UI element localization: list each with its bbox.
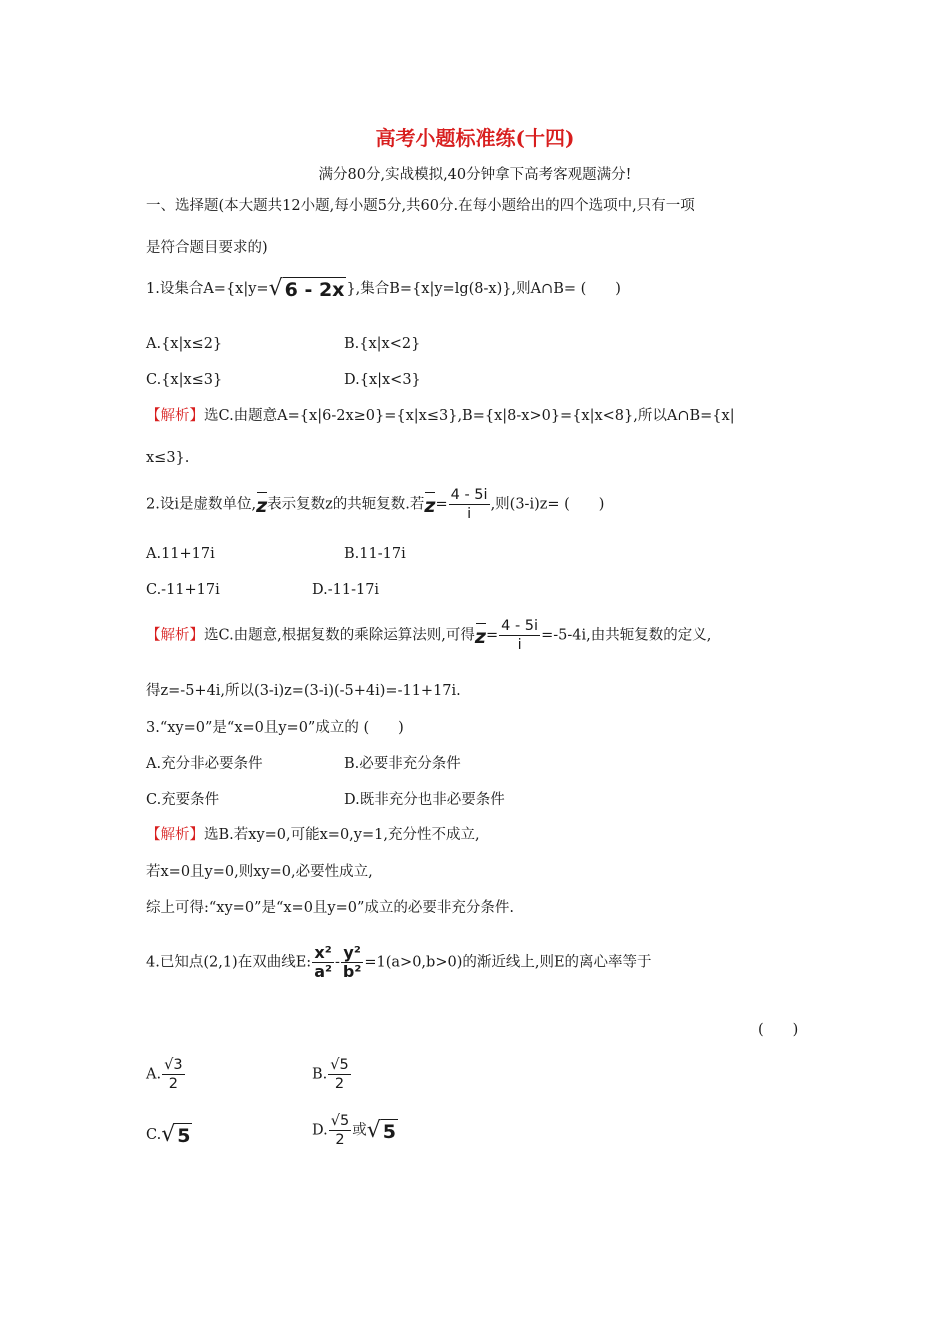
fraction [449, 486, 490, 523]
q3-option-a: A.充分非必要条件 [146, 756, 263, 772]
minus-sign: - [335, 954, 340, 971]
fraction [341, 944, 363, 981]
question-4-stem [146, 944, 652, 981]
fraction-numerator: y² [343, 943, 361, 962]
q3-solution-line-3: 综上可得:“xy=0”是“x=0且y=0”成立的必要非充分条件. [146, 900, 515, 916]
fraction [499, 617, 540, 654]
q2-solution-line-2: 得z=-5+4i,所以(3-i)z=(3-i)(-5+4i)=-11+17i. [146, 683, 461, 699]
q1-solution-line-1 [146, 405, 735, 427]
fraction-numerator: 4 - 5i [501, 618, 539, 634]
solution-tag: 【解析】 [146, 408, 204, 424]
equals-sign: = [485, 627, 499, 644]
q2-option-b: B.11-17i [344, 546, 406, 562]
fraction-denominator: i [517, 637, 522, 653]
sqrt-expression [161, 1122, 192, 1148]
q3-solution-line-2: 若x=0且y=0,则xy=0,必要性成立, [146, 864, 373, 880]
option-label: D. [312, 1122, 328, 1139]
section-line-1: 一、选择题(本大题共12小题,每小题5分,共60分.在每小题给出的四个选项中,只有一项 [146, 198, 695, 214]
fraction-denominator: i [467, 506, 472, 522]
fraction-denominator: 2 [334, 1076, 345, 1092]
fraction [312, 944, 334, 981]
q1-option-b: B.{x|x<2} [344, 336, 421, 352]
z-conjugate: z [256, 492, 267, 517]
equals-sign: = [435, 496, 448, 513]
q4-option-d [312, 1112, 398, 1149]
q4-post: =1(a>0,b>0)的渐近线上,则E的离心率等于 [364, 954, 652, 971]
q4-pre: 4.已知点(2,1)在双曲线E: [146, 954, 312, 971]
q1-pre: 1.设集合A={x|y= [146, 281, 269, 297]
fraction-numerator: √5 [330, 1113, 350, 1129]
page-subtitle: 满分80分,实战模拟,40分钟拿下高考客观题满分! [318, 167, 632, 183]
radical-sign-icon: √ [366, 1117, 381, 1143]
q2-option-c: C.-11+17i [146, 582, 220, 598]
q2-option-d: D.-11-17i [312, 582, 380, 598]
fraction-denominator: b² [342, 962, 362, 981]
option-label: B. [312, 1066, 328, 1083]
q1-option-a: A.{x|x≤2} [146, 336, 223, 352]
q3-solution-line-1 [146, 824, 480, 846]
radicand: 5 [177, 1125, 191, 1147]
fraction [328, 1056, 350, 1093]
q4-option-a [146, 1056, 186, 1093]
fraction-denominator: 2 [168, 1076, 178, 1092]
solution-tag: 【解析】 [146, 627, 204, 644]
or-text: 或 [352, 1122, 367, 1139]
fraction-numerator: 4 - 5i [450, 487, 488, 503]
q1-option-c: C.{x|x≤3} [146, 372, 223, 388]
fraction [329, 1112, 351, 1149]
z-conjugate: z [424, 492, 435, 517]
radicand: 6 - 2x [284, 279, 345, 301]
section-heading [146, 195, 806, 217]
answer-paren: ( ) [758, 1022, 799, 1038]
q2-solution-pre: 选C.由题意,根据复数的乘除运算法则,可得 [204, 627, 475, 644]
sqrt-expression [367, 1118, 398, 1144]
q2-pre: 2.设i是虚数单位, [146, 496, 257, 513]
question-3-stem: 3.“xy=0”是“x=0且y=0”成立的 ( ) [146, 720, 404, 736]
fraction-denominator: 2 [335, 1132, 345, 1148]
q3-option-c: C.充要条件 [146, 792, 220, 808]
q2-solution-post: =-5-4i,由共轭复数的定义, [541, 627, 712, 644]
question-1-stem [146, 276, 621, 302]
q2-solution-line-1 [146, 617, 711, 654]
fraction-denominator: a² [314, 962, 332, 981]
q4-option-c [146, 1122, 192, 1148]
option-label: C. [146, 1127, 162, 1143]
page-title: 高考小题标准练(十四) [375, 126, 575, 150]
q1-solution-text: 选C.由题意A={x|6-2x≥0}={x|x≤3},B={x|8-x>0}={x|x<8},所以A∩B={x| [204, 408, 735, 424]
fraction [162, 1056, 184, 1093]
question-2-stem [146, 486, 604, 523]
q3-option-d: D.既非充分也非必要条件 [344, 792, 505, 808]
fraction-numerator: x² [314, 943, 332, 962]
q1-solution-line-2: x≤3}. [146, 450, 190, 466]
radicand: 5 [382, 1120, 396, 1143]
section-line-2: 是符合题目要求的) [146, 240, 268, 256]
solution-tag: 【解析】 [146, 827, 204, 843]
q1-option-d: D.{x|x<3} [344, 372, 421, 388]
q2-post: ,则(3-i)z= ( ) [490, 496, 605, 513]
q1-post: },集合B={x|y=lg(8-x)},则A∩B= ( ) [346, 281, 621, 297]
fraction-numerator: √3 [164, 1057, 183, 1073]
radical-sign-icon: √ [161, 1122, 176, 1147]
option-label: A. [146, 1066, 162, 1083]
fraction-numerator: √5 [330, 1057, 349, 1073]
sqrt-expression [269, 276, 347, 302]
q4-option-b [312, 1056, 352, 1093]
q3-option-b: B.必要非充分条件 [344, 756, 461, 772]
radical-sign-icon: √ [268, 276, 283, 301]
q2-option-a: A.11+17i [146, 546, 215, 562]
q2-mid: 表示复数z的共轭复数.若 [267, 496, 425, 513]
q3-solution-text: 选B.若xy=0,可能x=0,y=1,充分性不成立, [204, 827, 480, 843]
z-conjugate: z [475, 623, 486, 648]
